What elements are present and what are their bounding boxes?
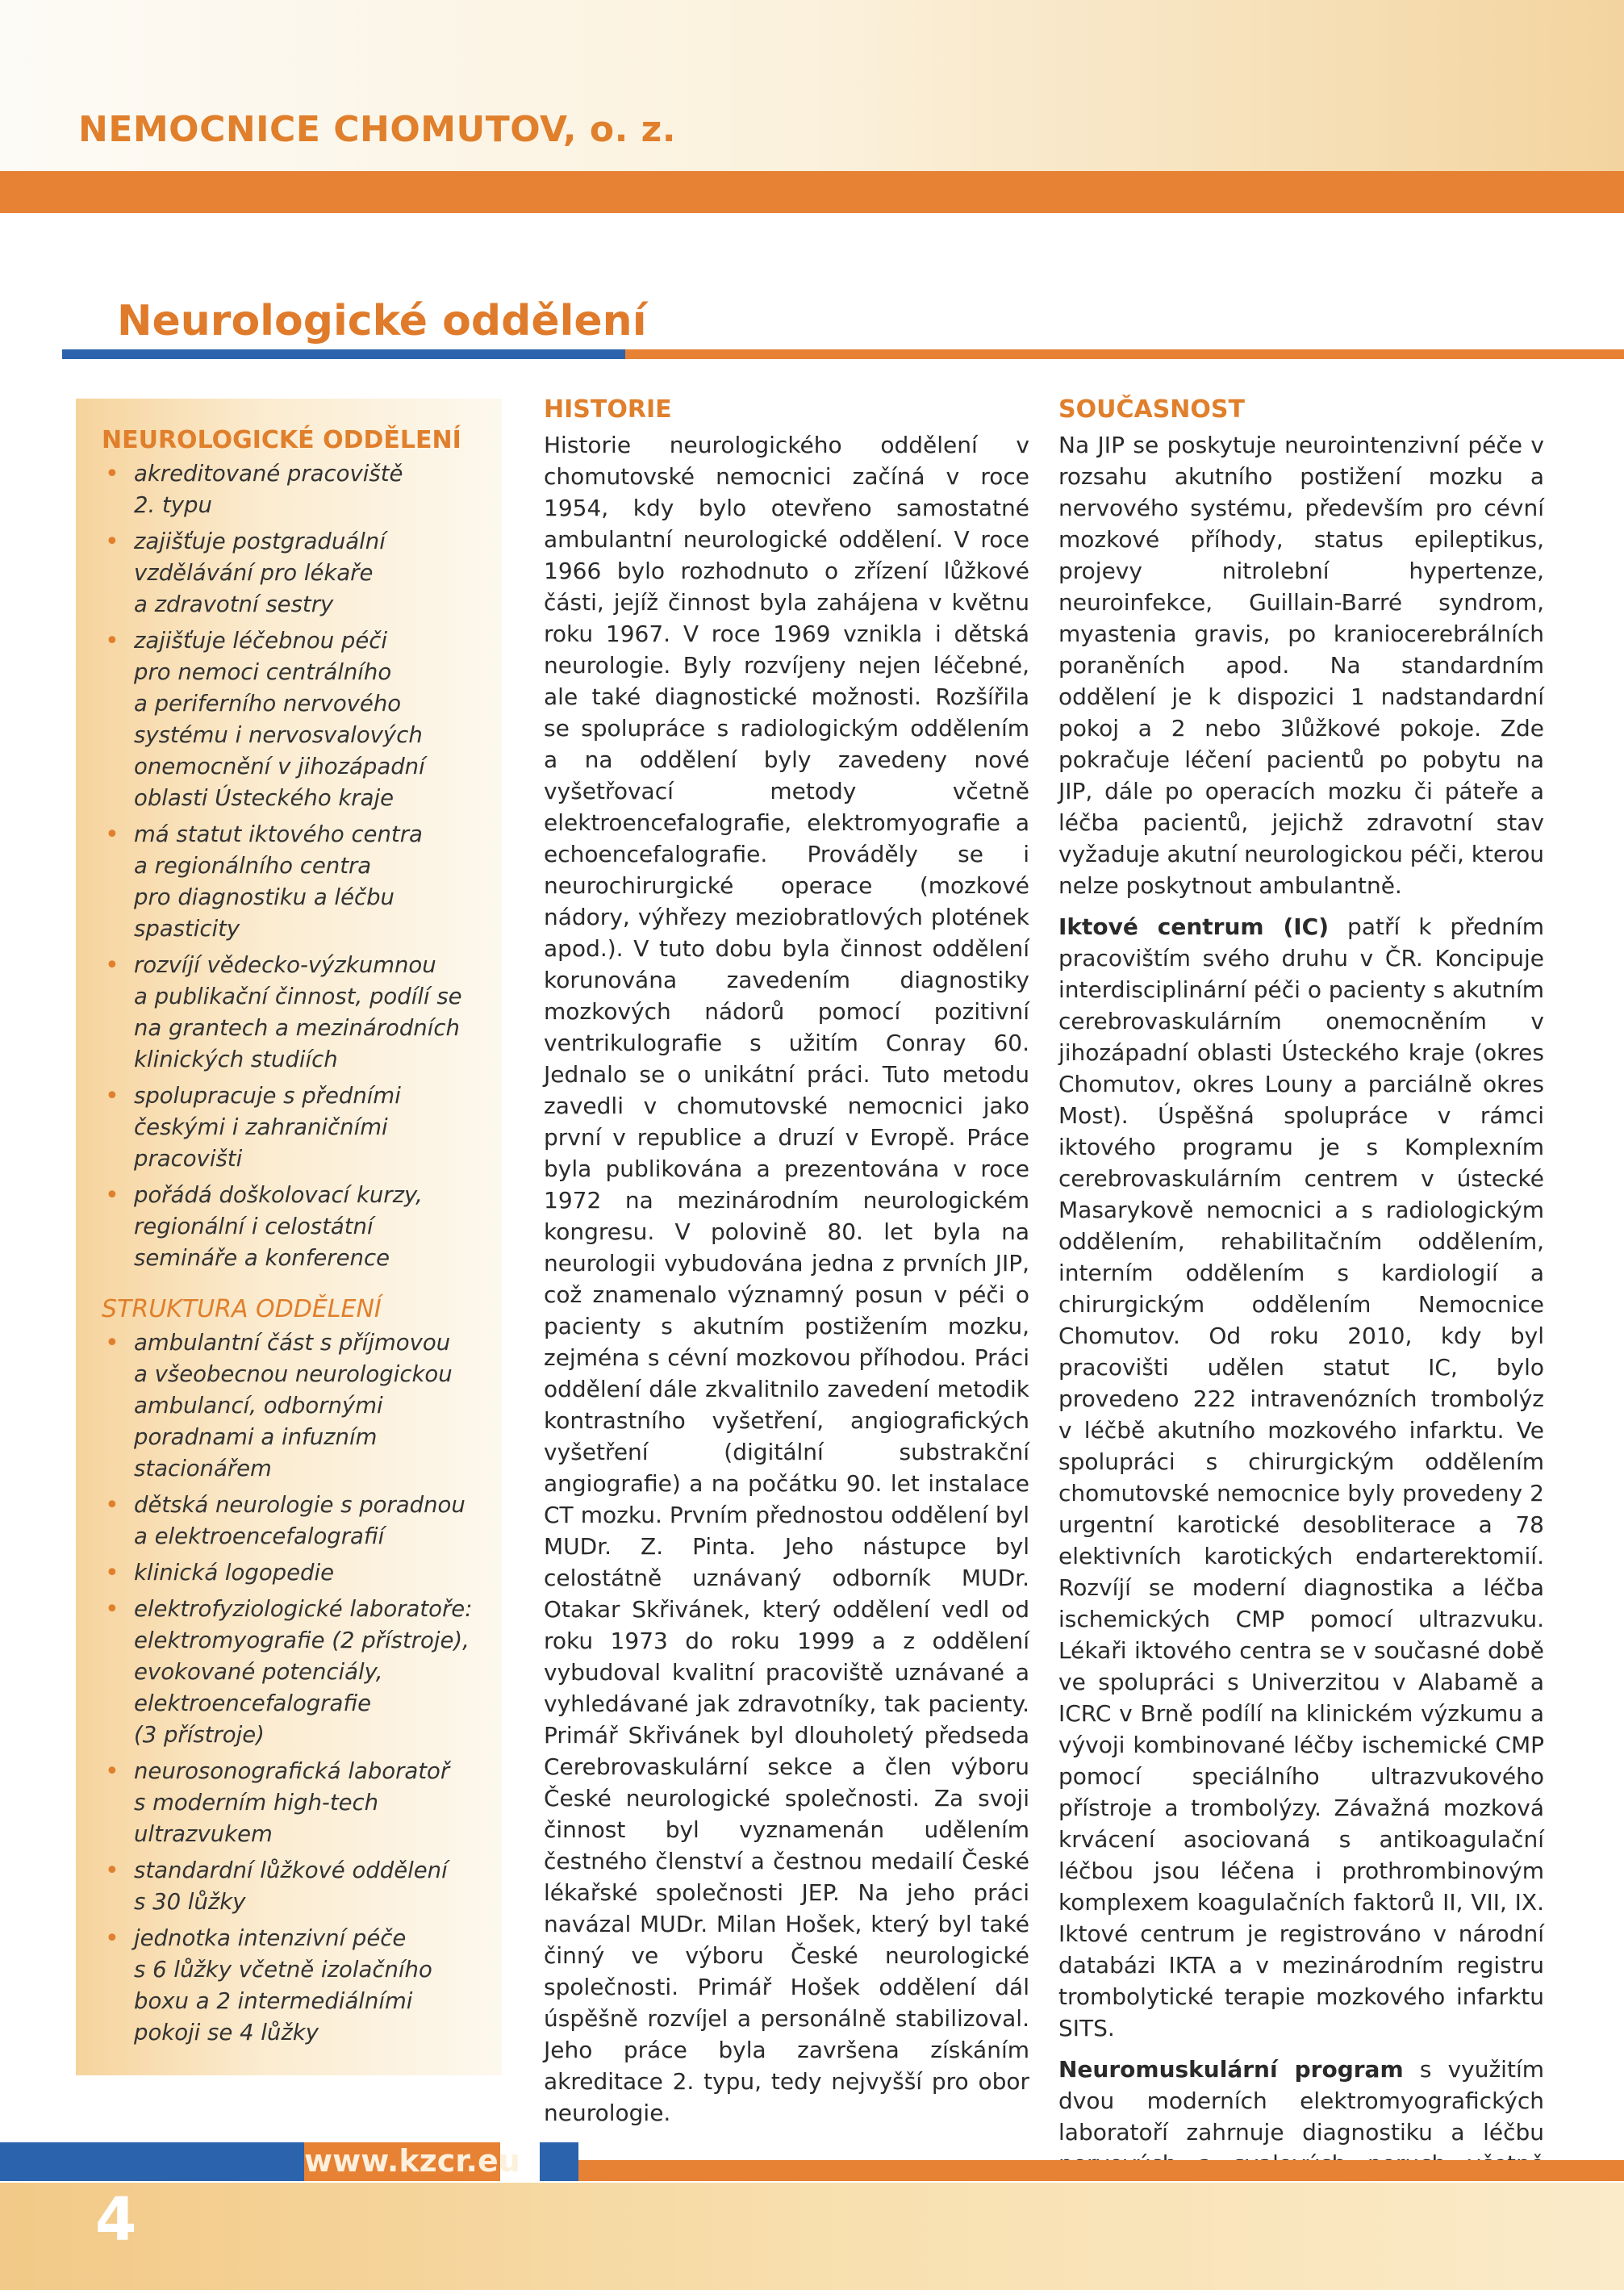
sidebar-heading-department: NEUROLOGICKÉ ODDĚLENÍ xyxy=(102,426,461,454)
list-item: • má statut iktového centra a regionálního centra pro diagnostiku a léčbu spasticity xyxy=(105,821,423,942)
bullet-icon: • xyxy=(105,1559,119,1587)
list-item: • zajišťuje postgraduální vzdělávání pro lékaře a zdravotní sestry xyxy=(105,528,386,617)
bullet-icon: • xyxy=(105,951,119,980)
bullet-icon: • xyxy=(105,1329,119,1357)
sidebar-heading-structure: STRUKTURA ODDĚLENÍ xyxy=(102,1295,382,1323)
title-rule-blue xyxy=(62,349,625,359)
list-item: • zajišťuje léčebnou péči pro nemoci centrálního a periferního nervového systému i nervosvalových onemocnění v jihozápadní oblasti Ústeckého kraje xyxy=(105,627,425,811)
bullet-icon: • xyxy=(105,1595,119,1623)
list-item: • jednotka intenzivní péče s 6 lůžky včetně izolačního boxu a 2 intermediálními pokoji se 4 lůžky xyxy=(105,1924,432,2046)
bullet-icon: • xyxy=(105,528,119,556)
department-list xyxy=(102,458,489,1274)
list-item: • spolupracuje s předními českými i zahraničními pracovišti xyxy=(105,1082,401,1172)
bullet-icon: • xyxy=(105,1924,119,1953)
history-heading: HISTORIE xyxy=(544,395,672,424)
bullet-icon: • xyxy=(105,1181,119,1210)
stroke-center-term: Iktové centrum (IC) xyxy=(1058,913,1330,940)
structure-list xyxy=(102,1327,489,2049)
sidebar-box xyxy=(76,399,502,2075)
stroke-center-text: patří k předním pracovištím svého druhu v ČR. Koncipuje interdisciplinární péči o pacienty s akutním cerebrovaskulárním onemocněním v jihozápadní oblasti Ústeckého kraje (okres Chomutov, okres Louny a parciálně okres Most). Úspěšná spolupráce v rámci iktového programu je s Komplexním cerebrovaskulárním centrem v ústecké Masarykově nemocnici a s radiologickým oddělením, rehabilitačním oddělením, interním oddělením s kardiologií a chirurgickým oddělením Nemocnice Chomutov. Od roku 2010, kdy byl pracovišti udělen statut IC, bylo provedeno 222 intravenózních trombolýz v léčbě akutního mozkového infarktu. Ve spolupráci s chirurgickým oddělením chomutovské nemocnice byly provedeny 2 urgentní karotické desobliterace a 78 elektivních karotických endarterektomií. Rozvíjí se moderní diagnostika a léčba ischemických CMP pomocí ultrazvuku. Lékaři iktového centra se v současné době ve spolupráci s Univerzitou v Alabamě a ICRC v Brně podílí na klinickém výzkumu a vývoji kombinované léčby ischemické CMP pomocí speciálního ultrazvukového přístroje a trombolýzy. Závažná mozková krvácení asociovaná s antikoagulační léčbou jsou léčena i prothrombinovým komplexem koagulačních faktorů II, VII, IX. Iktové centrum je registrováno v národní databázi IKTA a v mezinárodním registru trombolytické terapie mozkového infarktu SITS. xyxy=(1058,913,1544,2041)
list-item: • klinická logopedie xyxy=(105,1559,335,1587)
present-column xyxy=(1058,394,1544,2284)
present-paragraph-jip: Na JIP se poskytuje neurointenzivní péče v rozsahu akutního postižení mozku a nervového systému, především pro cévní mozkové příhody, status epileptikus, projevy nitrolební hypertenze, neuroinfekce, Guillain-Barré syndrom, myastenia gravis, po kraniocerebrálních poraněních apod. Na standardním oddělení je k dispozici 1 nadstandardní pokoj a 2 nebo 3lůžkové pokoje. Zde pokračuje léčení pacientů po pobytu na JIP, dále po operacích mozku či páteře a léčba pacientů, jejichž zdravotní stav vyžaduje akutní neurologickou péči, kterou nelze poskytnout ambulantně. xyxy=(1058,432,1544,899)
bullet-icon: • xyxy=(105,821,119,849)
neuromuscular-term: Neuromuskulární program xyxy=(1058,2056,1404,2083)
present-paragraph-stroke-center xyxy=(1058,911,1544,2044)
list-item: • rozvíjí vědecko-výzkumnou a publikační činnost, podílí se na grantech a mezinárodních klinických studiích xyxy=(105,951,462,1072)
bullet-icon: • xyxy=(105,1757,119,1786)
list-item: • ambulantní část s příjmovou a všeobecnou neurologickou ambulancí, odbornými poradnami a infuzním stacionářem xyxy=(105,1329,453,1481)
list-item: • standardní lůžkové oddělení s 30 lůžky xyxy=(105,1857,448,1915)
title-rule-orange xyxy=(625,349,1624,359)
list-item: • neurosonografická laboratoř s moderním high-tech ultrazvukem xyxy=(105,1757,450,1847)
list-item: • akreditované pracoviště 2. typu xyxy=(105,460,403,518)
footer-blue-square xyxy=(540,2142,578,2181)
bullet-icon: • xyxy=(105,460,119,488)
institution-name: NEMOCNICE CHOMUTOV, o. z. xyxy=(78,109,676,150)
bullet-icon: • xyxy=(105,1082,119,1110)
history-column xyxy=(544,394,1029,2138)
page-title: Neurologické oddělení xyxy=(117,297,647,345)
bullet-icon: • xyxy=(105,1857,119,1885)
history-paragraph: Historie neurologického oddělení v chomutovské nemocnici začíná v roce 1954, kdy bylo otevřeno samostatné ambulantní neurologické oddělení. V roce 1966 bylo rozhodnuto o zřízení lůžkové části, jejíž činnost byla zahájena v květnu roku 1967. V roce 1969 vznikla i dětská neurologie. Byly rozvíjeny nejen léčebné, ale také diagnostické možnosti. Rozšířila se spolupráce s radiologickým oddělením a na oddělení byly zavedeny nové vyšetřovací metody včetně elektroencefalografie, elektromyografie a echoencefalografie. Prováděly se i neurochirurgické operace (mozkové nádory, výhřezy meziobratlových plotének apod.). V tuto dobu byla činnost oddělení korunována zavedením diagnostiky mozkových nádorů pomocí pozitivní ventrikulografie s užitím Conray 60. Jednalo se o unikátní práci. Tuto metodu zavedli v chomutovské nemocnici jako první v republice a druzí v Evropě. Práce byla publikována a prezentována v roce 1972 na mezinárodním neurologickém kongresu. V polovině 80. let byla na neurologii vybudována jedna z prvních JIP, což znamenalo významný posun v péči o pacienty s akutním postižením mozku, zejména s cévní mozkovou příhodou. Práci oddělení dále zkvalitnilo zavedení metodik kontrastního vyšetření, angiografických vyšetření (digitální substrakční angiografie) a na počátku 90. let instalace CT mozku. Prvním přednostou oddělení byl MUDr. Z. Pinta. Jeho nástupce byl celostátně uznávaný odborník MUDr. Otakar Skřivánek, který oddělení vedl od roku 1973 do roku 1999 a z oddělení vybudoval kvalitní pracoviště uznávané a vyhledávané jak zdravotníky, tak pacienty. Primář Skřivánek byl dlouholetý předseda Cerebrovaskulární sekce a člen výboru České neurologické společnosti. Za svoji činnost byl vyznamenán udělením čestného členství a čestnou medailí České lékařské společnosti JEP. Na jeho práci navázal MUDr. Milan Hošek, který byl také činný ve výboru České neurologické společnosti. Primář Hošek oddělení dál úspěšně rozvíjel a personálně stabilizoval. Jeho práce byla završena získáním akreditace 2. typu, tedy nejvyšší pro obor neurologie. xyxy=(544,432,1029,2126)
bullet-icon: • xyxy=(105,627,119,655)
bullet-icon: • xyxy=(105,1491,119,1519)
present-heading: SOUČASNOST xyxy=(1058,395,1245,424)
website-link[interactable]: www.kzcr.eu xyxy=(304,2143,520,2179)
list-item: • pořádá doškolovací kurzy, regionální i celostátní semináře a konference xyxy=(105,1181,423,1271)
header-orange-bar xyxy=(0,171,1624,213)
footer-background xyxy=(0,2183,1624,2290)
list-item: • dětská neurologie s poradnou a elektroencefalografií xyxy=(105,1491,465,1549)
page-number: 4 xyxy=(95,2185,137,2254)
footer-orange-bar xyxy=(578,2160,1624,2181)
neuromuscular-text: s využitím dvou moderních elektromyografických laboratoří zahrnuje diagnostiku a léčbu xyxy=(1058,2056,1544,2146)
list-item: • elektrofyziologické laboratoře: elektromyografie (2 přístroje), evokované potenciály, elektroencefalografie (3 přístroje) xyxy=(105,1595,473,1748)
